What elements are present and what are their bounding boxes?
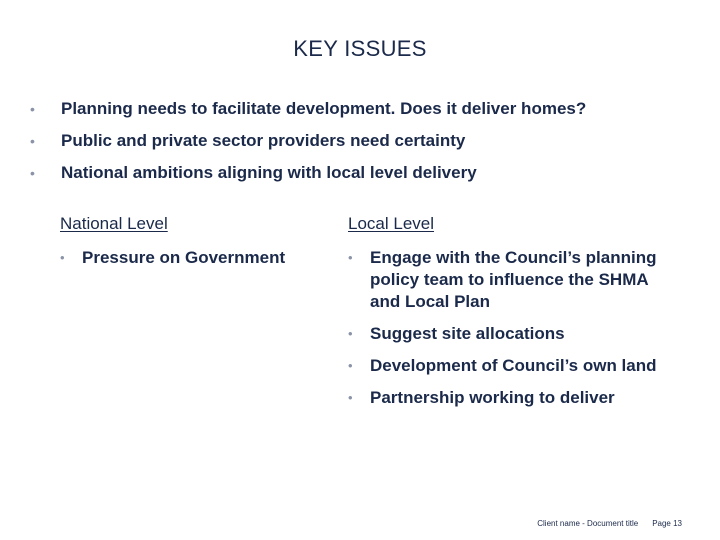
list-item-text: Partnership working to deliver [370,388,615,407]
list-item [60,247,330,269]
list-item-text: Public and private sector providers need certainty [61,131,466,150]
key-issues-list [28,98,708,194]
list-item-text: Planning needs to facilitate development. Does it deliver homes? [61,99,587,118]
local-level-heading: Local Level [348,214,435,233]
list-item [28,98,708,130]
list-item [348,387,678,409]
list-item-text: Pressure on Government [82,248,286,267]
bullet-icon: • [348,390,353,405]
national-level-heading: National Level [60,214,168,233]
national-level-column [60,213,330,279]
bullet-icon: • [60,250,65,265]
bullet-icon: • [30,133,35,149]
bullet-icon: • [348,326,353,341]
list-item [28,130,708,162]
list-item [348,355,678,377]
bullet-icon: • [30,165,35,181]
footer-page-number: Page 13 [652,519,682,528]
list-item [348,323,678,345]
list-item [28,162,708,194]
list-item-text: Engage with the Council’s planning policy team to influence the SHMA and Local Plan [370,248,657,311]
list-item-text: Development of Council’s own land [370,356,657,375]
bullet-icon: • [348,358,353,373]
list-item [348,247,678,313]
bullet-icon: • [348,250,353,265]
slide-title: KEY ISSUES [293,36,427,61]
slide-footer [537,519,682,528]
local-level-column [348,213,678,419]
footer-document-title: Client name - Document title [537,519,639,528]
bullet-icon: • [30,101,35,117]
list-item-text: National ambitions aligning with local level delivery [61,163,477,182]
list-item-text: Suggest site allocations [370,324,565,343]
